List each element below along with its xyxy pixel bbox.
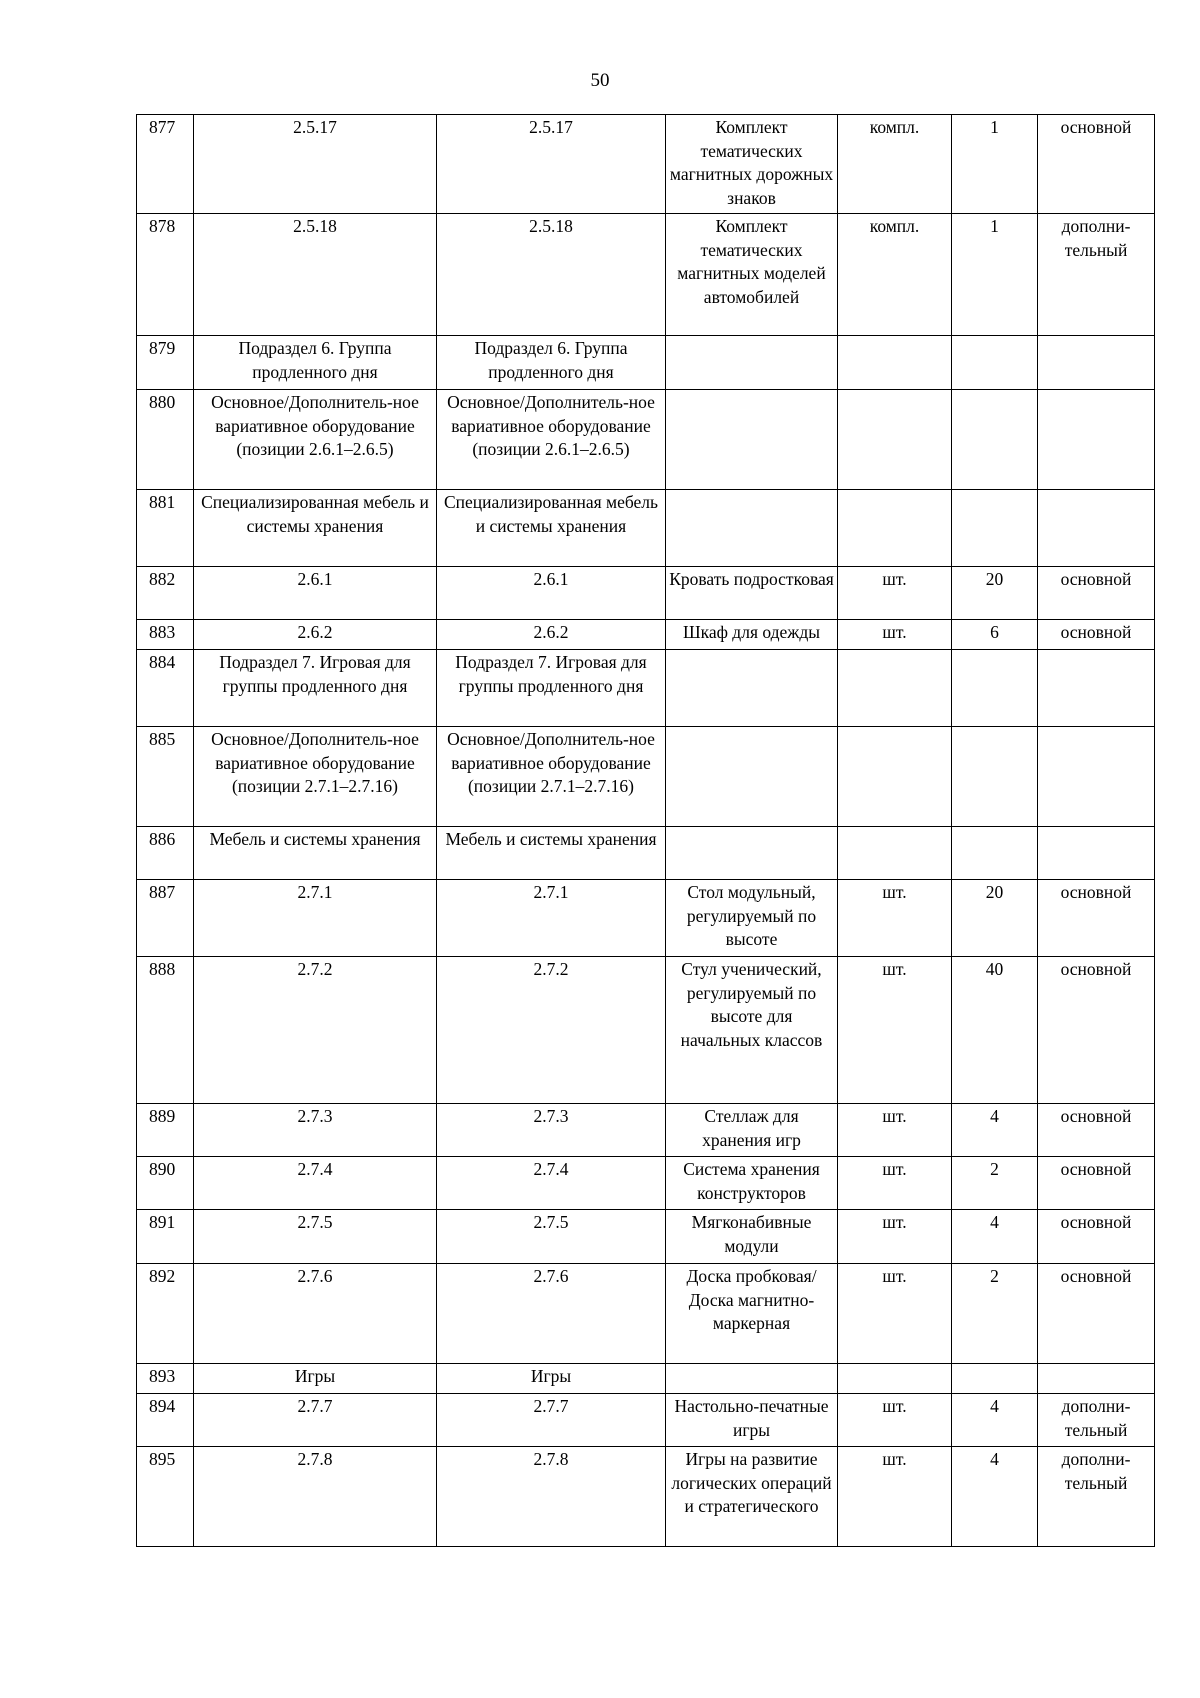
row-number-cell: 890 <box>137 1157 194 1210</box>
equipment-type-cell <box>1038 650 1155 727</box>
unit-cell <box>838 490 952 567</box>
equipment-type-cell: основной <box>1038 567 1155 620</box>
table-row <box>137 1157 1155 1210</box>
position-code-cell: 2.7.2 <box>437 957 666 1104</box>
row-number-cell: 886 <box>137 827 194 880</box>
table-row <box>137 1394 1155 1447</box>
unit-cell: шт. <box>838 1157 952 1210</box>
section-code-cell: 2.5.18 <box>194 214 437 336</box>
equipment-type-cell <box>1038 727 1155 827</box>
row-number-cell: 877 <box>137 115 194 214</box>
quantity-cell: 6 <box>952 620 1038 650</box>
item-name-cell: Игры на развитие логических операций и стратегического <box>666 1447 838 1547</box>
item-name-cell <box>666 390 838 490</box>
quantity-cell <box>952 727 1038 827</box>
unit-cell: шт. <box>838 1447 952 1547</box>
unit-cell: шт. <box>838 957 952 1104</box>
item-name-cell: Кровать подростковая <box>666 567 838 620</box>
row-number-cell: 893 <box>137 1364 194 1394</box>
row-number-cell: 891 <box>137 1210 194 1264</box>
row-number-cell: 882 <box>137 567 194 620</box>
row-number-cell: 884 <box>137 650 194 727</box>
quantity-cell: 1 <box>952 115 1038 214</box>
table-row <box>137 1264 1155 1364</box>
table-row <box>137 880 1155 957</box>
row-number-cell: 885 <box>137 727 194 827</box>
section-code-cell: Подраздел 6. Группа продленного дня <box>194 336 437 390</box>
unit-cell <box>838 336 952 390</box>
table-row <box>137 620 1155 650</box>
unit-cell: шт. <box>838 620 952 650</box>
quantity-cell: 4 <box>952 1210 1038 1264</box>
section-code-cell: Основное/Дополнитель-ное вариативное оборудование (позиции 2.6.1–2.6.5) <box>194 390 437 490</box>
row-number-cell: 880 <box>137 390 194 490</box>
unit-cell: компл. <box>838 214 952 336</box>
equipment-type-cell: основной <box>1038 957 1155 1104</box>
section-code-cell: 2.7.6 <box>194 1264 437 1364</box>
equipment-type-cell <box>1038 390 1155 490</box>
item-name-cell <box>666 650 838 727</box>
position-code-cell: Игры <box>437 1364 666 1394</box>
position-code-cell: 2.7.8 <box>437 1447 666 1547</box>
table-row <box>137 1447 1155 1547</box>
item-name-cell <box>666 490 838 567</box>
page-number: 50 <box>590 70 610 91</box>
table-row <box>137 214 1155 336</box>
item-name-cell: Стеллаж для хранения игр <box>666 1104 838 1157</box>
position-code-cell: 2.7.4 <box>437 1157 666 1210</box>
row-number-cell: 892 <box>137 1264 194 1364</box>
position-code-cell: Специализированная мебель и системы хранения <box>437 490 666 567</box>
equipment-table <box>136 114 1155 1547</box>
unit-cell <box>838 827 952 880</box>
section-code-cell: 2.6.1 <box>194 567 437 620</box>
section-code-cell: Основное/Дополнитель-ное вариативное оборудование (позиции 2.7.1–2.7.16) <box>194 727 437 827</box>
section-code-cell: Подраздел 7. Игровая для группы продленного дня <box>194 650 437 727</box>
section-code-cell: 2.7.3 <box>194 1104 437 1157</box>
section-code-cell: Мебель и системы хранения <box>194 827 437 880</box>
position-code-cell: 2.6.2 <box>437 620 666 650</box>
equipment-type-cell: дополни-тельный <box>1038 1447 1155 1547</box>
item-name-cell: Настольно-печатные игры <box>666 1394 838 1447</box>
section-code-cell: 2.7.8 <box>194 1447 437 1547</box>
section-code-cell: Специализированная мебель и системы хранения <box>194 490 437 567</box>
section-code-cell: Игры <box>194 1364 437 1394</box>
position-code-cell: 2.6.1 <box>437 567 666 620</box>
position-code-cell: Мебель и системы хранения <box>437 827 666 880</box>
quantity-cell <box>952 390 1038 490</box>
section-code-cell: 2.7.7 <box>194 1394 437 1447</box>
quantity-cell <box>952 336 1038 390</box>
equipment-type-cell: основной <box>1038 1264 1155 1364</box>
equipment-type-cell: основной <box>1038 880 1155 957</box>
item-name-cell <box>666 336 838 390</box>
position-code-cell: Основное/Дополнитель-ное вариативное оборудование (позиции 2.6.1–2.6.5) <box>437 390 666 490</box>
item-name-cell: Шкаф для одежды <box>666 620 838 650</box>
item-name-cell <box>666 727 838 827</box>
unit-cell <box>838 1364 952 1394</box>
section-code-cell: 2.7.4 <box>194 1157 437 1210</box>
item-name-cell: Комплект тематических магнитных дорожных знаков <box>666 115 838 214</box>
unit-cell <box>838 727 952 827</box>
quantity-cell: 20 <box>952 567 1038 620</box>
quantity-cell: 4 <box>952 1104 1038 1157</box>
unit-cell: шт. <box>838 1264 952 1364</box>
equipment-type-cell: основной <box>1038 1104 1155 1157</box>
row-number-cell: 889 <box>137 1104 194 1157</box>
table-row <box>137 490 1155 567</box>
position-code-cell: 2.7.3 <box>437 1104 666 1157</box>
position-code-cell: Подраздел 6. Группа продленного дня <box>437 336 666 390</box>
unit-cell <box>838 390 952 490</box>
position-code-cell: 2.7.6 <box>437 1264 666 1364</box>
quantity-cell: 4 <box>952 1394 1038 1447</box>
item-name-cell <box>666 1364 838 1394</box>
table-row <box>137 115 1155 214</box>
equipment-type-cell <box>1038 827 1155 880</box>
unit-cell <box>838 650 952 727</box>
row-number-cell: 888 <box>137 957 194 1104</box>
quantity-cell <box>952 650 1038 727</box>
equipment-type-cell <box>1038 336 1155 390</box>
section-code-cell: 2.5.17 <box>194 115 437 214</box>
equipment-type-cell: дополни-тельный <box>1038 1394 1155 1447</box>
table-row <box>137 336 1155 390</box>
item-name-cell: Система хранения конструкторов <box>666 1157 838 1210</box>
table-row <box>137 1104 1155 1157</box>
position-code-cell: Подраздел 7. Игровая для группы продленного дня <box>437 650 666 727</box>
quantity-cell: 20 <box>952 880 1038 957</box>
position-code-cell: 2.7.5 <box>437 1210 666 1264</box>
equipment-type-cell: основной <box>1038 620 1155 650</box>
row-number-cell: 883 <box>137 620 194 650</box>
position-code-cell: 2.7.7 <box>437 1394 666 1447</box>
table-row <box>137 650 1155 727</box>
equipment-type-cell: основной <box>1038 1157 1155 1210</box>
equipment-type-cell <box>1038 490 1155 567</box>
table-body <box>137 115 1155 1547</box>
row-number-cell: 878 <box>137 214 194 336</box>
quantity-cell: 2 <box>952 1264 1038 1364</box>
unit-cell: шт. <box>838 567 952 620</box>
unit-cell: компл. <box>838 115 952 214</box>
quantity-cell: 1 <box>952 214 1038 336</box>
item-name-cell: Доска пробковая/Доска магнитно-маркерная <box>666 1264 838 1364</box>
table-row <box>137 1210 1155 1264</box>
unit-cell: шт. <box>838 1104 952 1157</box>
item-name-cell <box>666 827 838 880</box>
quantity-cell <box>952 1364 1038 1394</box>
table-row <box>137 567 1155 620</box>
position-code-cell: 2.5.17 <box>437 115 666 214</box>
unit-cell: шт. <box>838 1394 952 1447</box>
quantity-cell: 4 <box>952 1447 1038 1547</box>
unit-cell: шт. <box>838 1210 952 1264</box>
table-row <box>137 827 1155 880</box>
equipment-type-cell: основной <box>1038 115 1155 214</box>
table-row <box>137 957 1155 1104</box>
quantity-cell: 2 <box>952 1157 1038 1210</box>
table-row <box>137 390 1155 490</box>
section-code-cell: 2.7.5 <box>194 1210 437 1264</box>
item-name-cell: Мягконабивные модули <box>666 1210 838 1264</box>
row-number-cell: 895 <box>137 1447 194 1547</box>
row-number-cell: 881 <box>137 490 194 567</box>
item-name-cell: Стул ученический, регулируемый по высоте для начальных классов <box>666 957 838 1104</box>
item-name-cell: Комплект тематических магнитных моделей автомобилей <box>666 214 838 336</box>
unit-cell: шт. <box>838 880 952 957</box>
position-code-cell: 2.5.18 <box>437 214 666 336</box>
row-number-cell: 879 <box>137 336 194 390</box>
quantity-cell <box>952 827 1038 880</box>
item-name-cell: Стол модульный, регулируемый по высоте <box>666 880 838 957</box>
equipment-type-cell: основной <box>1038 1210 1155 1264</box>
section-code-cell: 2.7.2 <box>194 957 437 1104</box>
quantity-cell <box>952 490 1038 567</box>
section-code-cell: 2.6.2 <box>194 620 437 650</box>
table-row <box>137 727 1155 827</box>
table-row <box>137 1364 1155 1394</box>
position-code-cell: 2.7.1 <box>437 880 666 957</box>
position-code-cell: Основное/Дополнитель-ное вариативное оборудование (позиции 2.7.1–2.7.16) <box>437 727 666 827</box>
row-number-cell: 894 <box>137 1394 194 1447</box>
equipment-type-cell <box>1038 1364 1155 1394</box>
quantity-cell: 40 <box>952 957 1038 1104</box>
section-code-cell: 2.7.1 <box>194 880 437 957</box>
equipment-type-cell: дополни-тельный <box>1038 214 1155 336</box>
row-number-cell: 887 <box>137 880 194 957</box>
